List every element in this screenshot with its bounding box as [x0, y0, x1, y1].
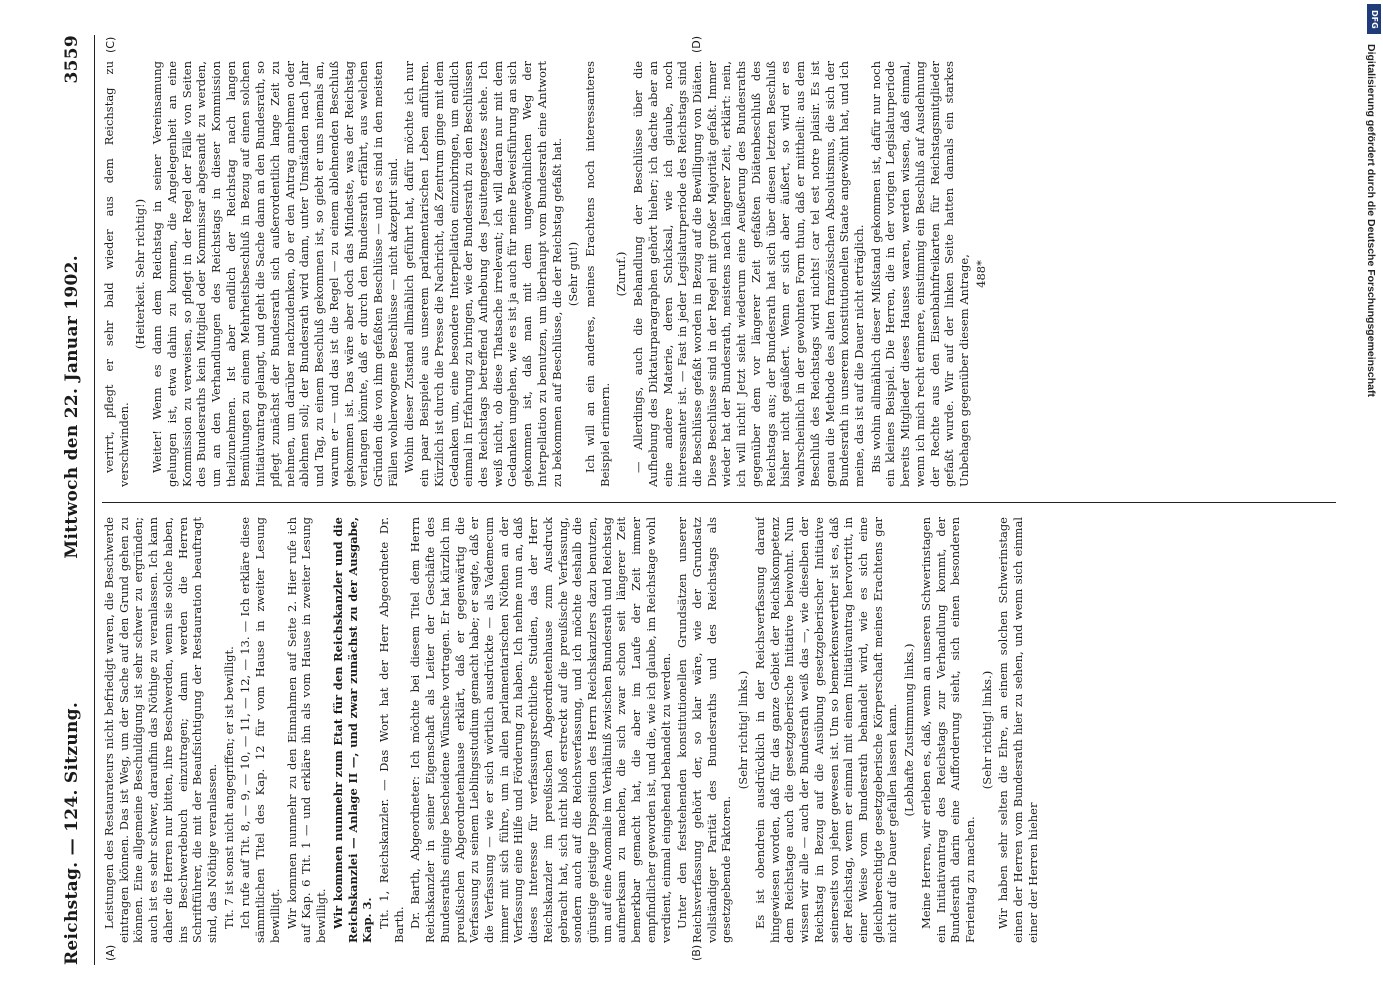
page-number: 3559 [62, 35, 82, 84]
paragraph: Tit. 7 ist sonst nicht angegriffen; er ist bewilligt. [221, 646, 236, 929]
paragraph: Dr. Barth, Abgeordneter: Ich möchte bei diesem Titel dem Herrn Reichskanzler in seiner Eigenschaft als Leiter der Geschäfte des Bundesraths einige bescheidene Wünsche vortragen. Er hat kürzlich im preußischen Abgeordnetenhause erklärt, daß er gegenwärtig die Verfassung zu seinem Lieblingsstudium gemacht habe; er sagte, daß er die Verfassung — wie er sich wörtlich ausdrückte — als Vademecum immer mit sich führe, um in allen parlamentarischen Nöthen an der Verfassung eine Hilfe und Förderung zu haben. Ich nehme nun an, daß dieses Interesse für verfassungsrechtliche Studien, das der Herr Reichskanzler im preußischen Abgeordnetenhause zum Ausdruck gebracht hat, sich nicht bloß erstreckt auf die preußische Verfassung, sondern auch auf die Reichsverfassung, und ich möchte deshalb die günstige geistige Disposition des Herrn Reichskanzlers dazu benutzen, um auf eine Anomalie im Verhältniß zwischen Bundesrath und Reichstag aufmerksam zu machen, die sich zwar schon seit längerer Zeit bemerkbar gemacht hat, die aber im Laufe der Zeit immer empfindlicher geworden ist, und die, wie ich glaube, im Reichstage wohl verdient, einmal eingehend behandelt zu werden. [408, 517, 673, 943]
paragraph: — Allerdings, auch die Behandlung der Beschlüsse über die Aufhebung des Diktaturparagraphen gehört hieher; ich dachte aber an eine andere Materie, deren Schicksal, wie ich glaube, noch interessanter ist. — Fast in jeder Legislaturperiode des Reichstags sind die Beschlüsse gefaßt worden in Bezug auf die Bewilligung von Diäten. Diese Beschlüsse sind in der Regel mit großer Majorität gefaßt. Immer wieder hat der Bundesrath, meistens nach längerer Zeit, erklärt: nein, ich will nicht! Jetzt sieht wiederum eine Aeußerung des Bundesraths gegenüber dem vor längerer Zeit gefaßten Diätenbeschluß des Reichstags aus; der Bundesrath hat sich über diesen letzten Beschluß bisher nicht geäußert. Wenn er sich aber äußert, so wird er es wahrscheinlich in der gewohnten Form thun, daß er mittheilt: aus dem Beschluß des Reichstags wird nichts! car tel est notre plaisir. Es ist genau die Methode des alten französischen Absolutismus, die sich der Bundesrath in unserem konstitutionellen Staate angewöhnt hat, und ich meine, das ist auf die Dauer nicht erträglich. [631, 61, 866, 487]
margin-marker-b: (B) [690, 944, 703, 961]
text-column-left [102, 517, 1340, 943]
paragraph: Meine Herren, wir erleben es, daß, wenn an unseren Schwerinstagen ein Initiativantrag des Reichstags zur Verhandlung kommt, der Bundesrath darin eine Aufforderung sieht, sich einen besonderen Ferientag zu machen. [918, 517, 977, 943]
interjection: (Heiterkeit. Sehr richtig!) [133, 198, 148, 350]
signature-mark: 488* [973, 260, 988, 288]
paragraph: Wir kommen nunmehr zu den Einnahmen auf Seite 2. Hier rufe ich auf Kap. 6 Tit. 1 — und erkläre ihn als vom Hause in zweiter Lesung bewilligt. [284, 517, 329, 943]
paragraph: Unter den feststehenden konstitutionellen Grundsätzen unserer Reichsverfassung gehört der, so klar wäre, wie der Grundsatz vollständiger Parität des Bundesraths und des Reichstags als gesetzgebende Faktoren. [675, 517, 734, 943]
text-column-right [102, 61, 1340, 487]
paragraph: Leistungen des Restaurateurs nicht befriedigt waren, die Beschwerde eintragen können. Das ist Weg, um der Sache auf den Grund gehen zu können. Eine allgemeine Beschuldigung ist sehr schwer zu ergründen; auch ist es sehr schwer, daraufhin das Nöthige zu veranlassen. Ich kann daher die Herren nur bitten, ihre Beschwerden, wenn sie solche haben, ins Beschwerdebuch einzutragen; dann werden die Herren Schriftführer, die mit der Beaufsichtigung der Restauration beauftragt sind, das Nöthige veranlassen. [102, 517, 220, 943]
paragraph: Es ist obendrein ausdrücklich in der Reichsverfassung darauf hingewiesen worden, daß für das ganze Gebiet der Reichskompetenz dem Reichstage auch die gesetzgeberische Initiative beiwohnt. Nun wissen wir alle — auch der Bundesrath weiß das —, wie dieselben der Reichstag in Bezug auf die Ausübung gesetzgeberischer Initiative seinerseits von jeher gewesen ist. Um so bemerkenswerther ist es, daß der Reichstag, wenn er einmal mit einem Initiativantrag hervortritt, in einer Weise vom Bundesrath behandelt wird, wie es sich eine gleichberechtigte gesetzgeberische Körperschaft meines Erachtens gar nicht auf die Dauer gefallen lassen kann. [752, 517, 900, 943]
paragraph: Ich will an ein anderes, meines Erachtens noch interessanteres Beispiel erinnern. [583, 61, 612, 487]
interjection: (Lebhafte Zustimmung links.) [902, 643, 917, 817]
interjection: (Sehr gut!) [566, 241, 581, 307]
paragraph: Ich rufe auf Tit. 8, — 9, — 10, — 11, — 12, — 13. — Ich erkläre diese sämmtlichen Titel des Kap. 12 für vom Hause in zweiter Lesung bewilligt. [238, 517, 282, 943]
paragraph: Bis wohin allmählich dieser Mißstand gekommen ist, dafür nur noch ein kleines Beispiel. Die Herren, die in der vorigen Legislaturperiode bereits Mitglieder dieses Hauses waren, werden wissen, daß einmal, wenn ich mich recht erinnere, einstimmig ein Beschluß auf Ausdehnung der Rechte aus den Eisenbahnfreikarten für Reichstagsmitglieder gefaßt wurde. Wir auf der linken Seite hatten damals ein starkes Unbehagen gegenüber diesem Antrage, [868, 61, 971, 487]
paragraph: Wir kommen nunmehr zum Etat für den Reichskanzler und die Reichskanzlei — Anlage II —, und zwar zunächst zu der Ausgabe, Kap. 3. [330, 517, 375, 943]
paragraph: Wir haben sehr selten die Ehre, an einem solchen Schwerinstage einen der Herren vom Bundesrath hier zu sehen, und wenn sich einmal einer der Herren hieher [996, 517, 1040, 943]
interjection: (Sehr richtig! links.) [979, 670, 994, 790]
document-page [50, 35, 1340, 965]
margin-marker-a: (A) [104, 944, 117, 961]
paragraph: Wohin dieser Zustand allmählich geführt hat, dafür möchte ich nur ein paar Beispiele aus unserem parlamentarischen Leben anführen. Kürzlich ist durch die Presse die Nachricht, daß Zentrum ginge mit dem Gedanken um, eine besondere Interpellation einzubringen, um endlich einmal in Erfahrung zu bringen, wie der Bundesrath zu den Beschlüssen des Reichstags betreffend Aufhebung des Jesuitengesetzes stehe. Ich weiß nicht, ob diese Thatsache irrelevant; ich will daran nur mit dem Gedanken umgehen, wie es ist ja auch für meine Beweisführung an sich gekommen ist, daß man mit dem ungewöhnlichen Weg der Interpellation zu benutzen, um überhaupt vom Bundesrath eine Antwort zu bekommen auf Beschlüsse, die der Reichstag gefaßt hat. [402, 61, 564, 487]
paragraph: verirrt, pflegt er sehr bald wieder aus dem Reichstag zu verschwinden. [102, 61, 131, 487]
page-header [50, 35, 95, 965]
paragraph: Weiter! Wenn es dann dem Reichstag in seiner Vereinsamung gelungen ist, etwa dahin zu kommen, die Angelegenheit an eine Kommission zu verweisen, so pflegt in der Regel der Fälle von Seiten des Bundesraths kein Mitglied oder Kommissar abgesandt zu werden, um an den Verhandlungen des Reichstags in dieser Kommission theilzunehmen. Ist aber endlich der Reichstag nach langen Bemühungen zu einem Mehrheitsbeschluß in Bezug auf einen solchen Initiativantrag gelangt, und geht die Sache dann an den Bundesrath, so pflegt zunächst der Bundesrath sich außerordentlich lange Zeit zu nehmen, um darüber nachzudenken, ob er den Antrag annehmen oder ablehnen soll; der Bundesrath wird dann, unter Umständen nach Jahr und Tag, zu einem Beschluß gekommen ist, so giebt er uns niemals an, warum er — und das ist die Regel — zu einem ablehnenden Beschluß gekommen ist. Das wäre aber doch das Mindeste, was der Reichstag verlangen könnte, daß er durch den Bundesrath erfährt, aus welchen Gründen die von ihm gefaßten Beschlüsse — und es sind in den meisten Fällen wohlerwogene Beschlüsse — nicht akzeptirt sind. [150, 61, 400, 487]
interjection: (Sehr richtig! links.) [736, 670, 751, 790]
interjection: (Zuruf.) [614, 251, 629, 297]
running-head-left: Reichstag. — 124. Sitzung. [62, 701, 82, 965]
dfg-logo: DFG [1367, 4, 1381, 34]
digitization-credit: Digitalisierung gefördert durch die Deutsche Forschungsgemeinschaft [1365, 44, 1377, 397]
margin-marker-d: (D) [690, 35, 703, 53]
running-head-date: Mittwoch den 22. Januar 1902. [62, 255, 82, 559]
paragraph: Tit. 1, Reichskanzler. — Das Wort hat der Herr Abgeordnete Dr. Barth. [376, 517, 406, 943]
margin-marker-c: (C) [104, 36, 117, 53]
column-divider [102, 502, 1336, 503]
